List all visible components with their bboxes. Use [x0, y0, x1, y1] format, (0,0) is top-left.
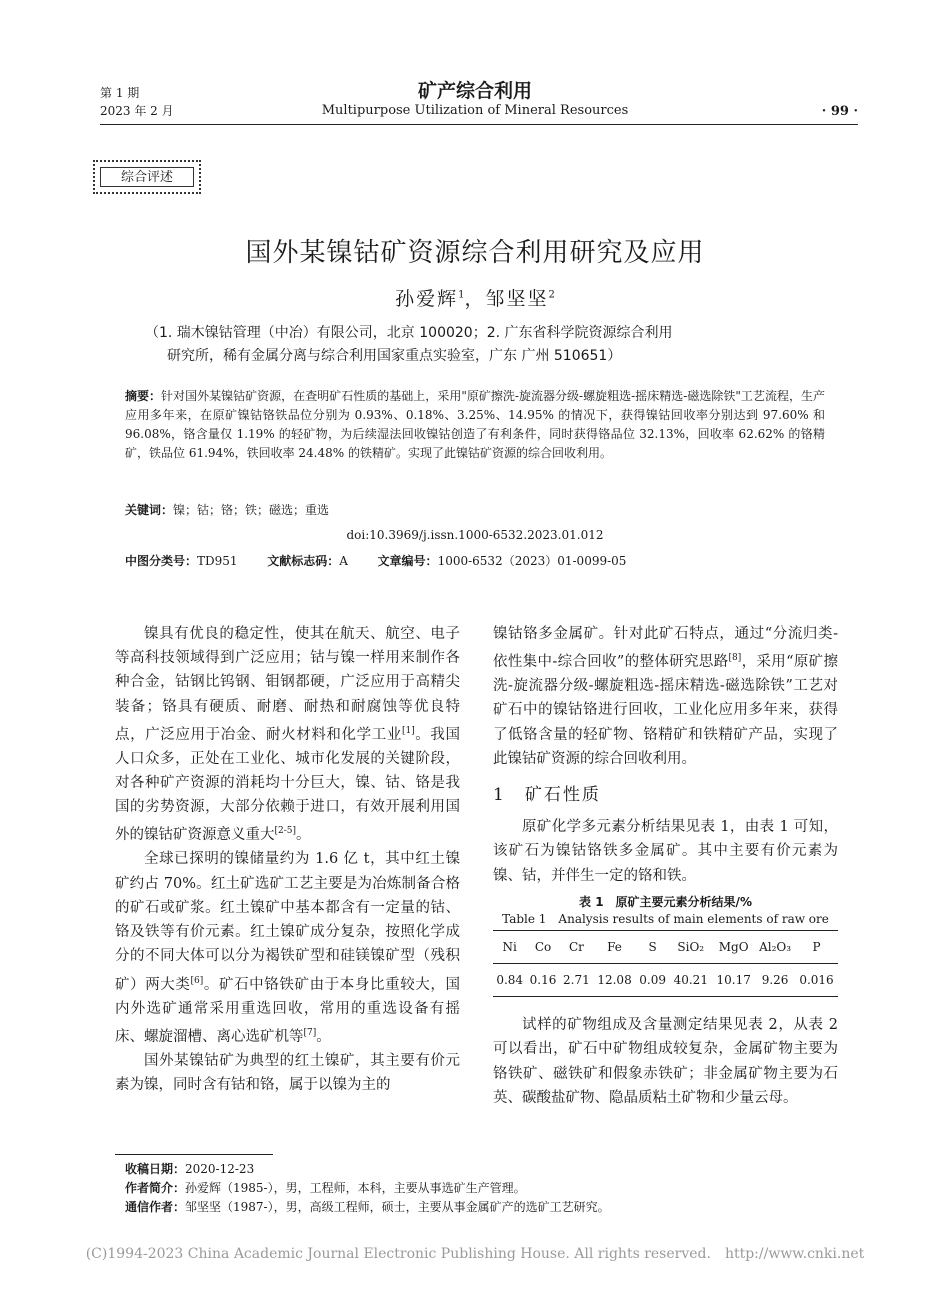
- issue-number: 第 1 期: [100, 86, 140, 100]
- table-cell: 10.17: [716, 973, 751, 988]
- section-heading: 1 矿石性质: [493, 785, 601, 806]
- abstract: [125, 387, 825, 463]
- affiliation-line-1: （1. 瑞木镍钴管理（中冶）有限公司，北京 100020；2. 广东省科学院资源综合利用: [145, 325, 673, 341]
- table-cell: 0.84: [496, 973, 524, 988]
- classification-meta: [125, 552, 626, 569]
- author-separator: ，: [464, 288, 486, 310]
- paragraph: 镍具有优良的稳定性，使其在航天、航空、电子等高科技领域得到广泛应用；钴与镍一样用来制作各种合金，钴钢比钨钢、钼钢都硬，广泛应用于高精尖装备；铬具有硬质、耐磨、耐热和耐腐蚀等优良特点，广泛应用于冶金、耐火材料和化学工业[1]。我国人口众多，正处在工业化、城市化发展的关键阶段，对各种矿产资源的消耗均十分巨大，镍、钴、铬是我国的劣势资源，大部分依赖于进口，有效开展利用国外的镍钴矿资源意义重大[2-5]。: [115, 626, 461, 844]
- keywords-text: 镍；钴；铬；铁；磁选；重选: [173, 503, 330, 517]
- journal-title: 矿产综合利用: [417, 80, 532, 102]
- section-label: 综合评述: [100, 167, 194, 187]
- clc-value: TD951: [197, 554, 238, 568]
- citation: [6]: [190, 975, 204, 986]
- corresponding-label: 通信作者：: [125, 1200, 186, 1214]
- citation: [2-5]: [274, 826, 297, 837]
- abstract-label: 摘要：: [125, 389, 162, 403]
- table-cell: 40.21: [673, 973, 708, 988]
- footnote-rule: [115, 1154, 273, 1155]
- table-cell: 0.016: [799, 973, 834, 988]
- doc-code-value: A: [339, 554, 348, 568]
- affiliations: [145, 322, 825, 368]
- citation: [7]: [303, 1027, 317, 1038]
- table-cell: 0.09: [639, 973, 666, 988]
- table-caption-cn: 表 1 原矿主要元素分析结果/%: [579, 894, 752, 909]
- table-cell: 2.71: [563, 973, 590, 988]
- affiliation-line-2: 研究所，稀有金属分离与综合利用国家重点实验室，广东 广州 510651）: [167, 348, 622, 364]
- copyright-notice: (C)1994-2023 China Academic Journal Electronic Publishing House. All rights reserved. http://www.cnki.net: [85, 1246, 865, 1262]
- header-rule: [100, 124, 858, 125]
- author-2-affil: 2: [548, 289, 555, 301]
- table-header-row: [493, 930, 838, 963]
- footnotes: [125, 1160, 610, 1217]
- author-2: 邹坚坚: [485, 288, 549, 310]
- keywords: [125, 501, 329, 518]
- paragraph: 全球已探明的镍储量约为 1.6 亿 t，其中红土镍矿约占 70%。红土矿选矿工艺主要是为冶炼制备合格的矿石或矿浆。红土镍矿中基本都含有一定量的钴、铬及铁等有价元素。红土镍矿成分复杂，按照化学成分的不同大体可以分为褐铁矿型和硅镁镍矿型（残积矿）两大类[6]。矿石中铬铁矿由于本身比重较大，国内外选矿通常采用重选回收，常用的重选设备有摇床、螺旋溜槽、离心选矿机等[7]。: [115, 851, 461, 1045]
- table-row: [493, 964, 838, 997]
- clc-label: 中图分类号：: [125, 554, 198, 568]
- table-header-cell: Fe: [607, 939, 622, 954]
- paragraph: 镍钴铬多金属矿。针对此矿石特点，通过“分流归类-依性集中-综合回收”的整体研究思路[8]，采用“原矿擦洗-旋流器分级-螺旋粗选-摇床精选-磁选除铁”工艺对矿石中的镍钴铬进行回收，工业化应用多年来，获得了低铬含量的轻矿物、铬精矿和铁精矿产品，实现了此镍钴矿资源的综合回收利用。: [493, 626, 839, 767]
- table-header-cell: SiO₂: [677, 939, 705, 954]
- paragraph: 原矿化学多元素分析结果见表 1，由表 1 可知，该矿石为镍钴铬铁多金属矿。其中主要有价元素为镍、钴，并伴生一定的铬和铁。: [493, 819, 838, 884]
- table-header-cell: S: [648, 939, 657, 954]
- body-column-right: [493, 622, 838, 1110]
- doc-code-label: 文献标志码：: [267, 554, 340, 568]
- journal-subtitle: Multipurpose Utilization of Mineral Resources: [321, 103, 629, 118]
- section-label-box: [93, 160, 201, 194]
- paragraph: 国外某镍钴矿为典型的红土镍矿，其主要有价元素为镍，同时含有钴和铬，属于以镍为主的: [115, 1052, 460, 1093]
- table-header-cell: P: [812, 939, 821, 954]
- author-1: 孙爱辉: [395, 288, 459, 310]
- table-header-cell: Co: [534, 939, 552, 954]
- table-caption-en: Table 1 Analysis results of main elements of raw ore: [502, 911, 829, 926]
- table-header-cell: Al₂O₃: [759, 939, 792, 954]
- doi: doi:10.3969/j.issn.1000-6532.2023.01.012: [346, 528, 604, 542]
- paragraph: 试样的矿物组成及含量测定结果见表 2，从表 2 可以看出，矿石中矿物组成较复杂，金属矿物主要为铬铁矿、磁铁矿和假象赤铁矿；非金属矿物主要为石英、碳酸盐矿物、隐晶质粘土矿物和少量云母。: [493, 1017, 838, 1106]
- citation: [1]: [401, 725, 415, 736]
- citation: [8]: [728, 653, 742, 664]
- page-number: · 99 ·: [821, 104, 858, 119]
- corresponding-author: 邹坚坚（1987-），男，高级工程师，硕士，主要从事金属矿产的选矿工艺研究。: [185, 1200, 610, 1214]
- abstract-text: 针对国外某镍钴矿资源，在查明矿石性质的基础上，采用"原矿擦洗-旋流器分级-螺旋粗选-摇床精选-磁选除铁"工艺流程，生产应用多年来，在原矿镍钴铬铁品位分别为 0.93%、0.18%、3.25%、14.95% 的情况下，获得镍钴回收率分别达到 97.60% 和 96.08%，铬含量仅 1.19% 的轻矿物，为后续湿法回收镍钴创造了有利条件，同时获得铬品位 32.13%，回收率 62.62% 的铬精矿，铁品位 61.94%，铁回收率 24.48% 的铁精矿。实现了此镍钴矿资源的综合回收利用。: [125, 389, 825, 460]
- author-line: [0, 284, 950, 311]
- author-bio: 孙爱辉（1985-），男，工程师，本科，主要从事选矿生产管理。: [185, 1181, 526, 1195]
- received-date: 2020-12-23: [185, 1162, 255, 1176]
- table-header-cell: MgO: [718, 939, 749, 954]
- keywords-label: 关键词：: [125, 503, 174, 517]
- article-no-label: 文章编号：: [377, 554, 438, 568]
- table-header-cell: Cr: [568, 939, 584, 954]
- table-cell: 9.26: [761, 973, 789, 988]
- received-label: 收稿日期：: [125, 1162, 186, 1176]
- table-cell: 12.08: [597, 973, 632, 988]
- author-bio-label: 作者简介：: [125, 1181, 186, 1195]
- article-title: 国外某镍钴矿资源综合利用研究及应用: [245, 238, 705, 268]
- table-caption: [493, 894, 838, 928]
- issue-date: 2023 年 2 月: [100, 104, 174, 118]
- body-column-left: [115, 622, 460, 1097]
- table-cell: 0.16: [529, 973, 557, 988]
- element-analysis-table: [493, 930, 838, 997]
- author-1-affil: 1: [458, 289, 465, 301]
- article-no-value: 1000-6532（2023）01-0099-05: [437, 554, 627, 568]
- table-header-cell: Ni: [502, 939, 517, 954]
